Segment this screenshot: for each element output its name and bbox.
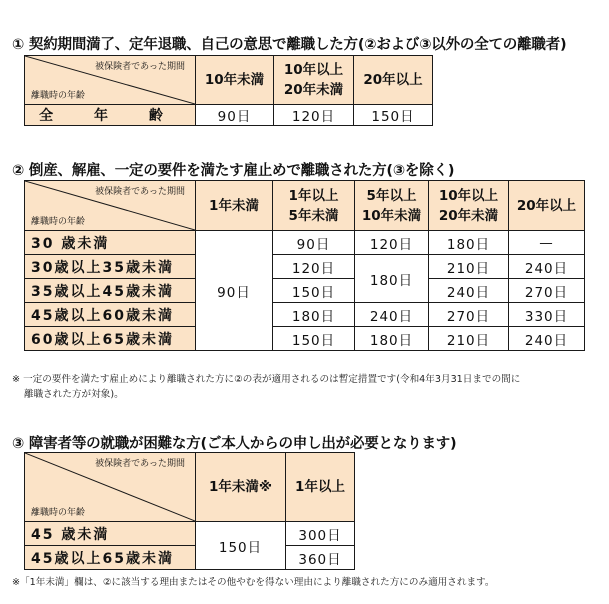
value-cell: 270日 <box>429 303 509 327</box>
section1-diagonal-header <box>25 56 196 105</box>
age-axis-label: 離職時の年齢 <box>31 508 86 518</box>
value-cell-merged: 180日 <box>355 255 429 303</box>
value-cell: 150日 <box>273 279 355 303</box>
value-cell: 90日 <box>196 105 274 126</box>
col-header-under-10y: 10年未満 <box>196 56 274 105</box>
value-cell: 180日 <box>429 231 509 255</box>
value-cell: 240日 <box>509 255 585 279</box>
value-cell: 90日 <box>273 231 355 255</box>
col-header-over-20y: 20年以上 <box>354 56 433 105</box>
col-header-under-1y: 1年未満※ <box>196 453 286 522</box>
row-label: 30 歳未満 <box>25 231 196 255</box>
value-cell: — <box>509 231 585 255</box>
value-cell: 120日 <box>355 231 429 255</box>
row-label: 35歳以上45歳未満 <box>25 279 196 303</box>
table-row <box>25 522 355 546</box>
section3-table <box>24 452 355 570</box>
col-header-10-20y: 10年以上 20年未満 <box>274 56 354 105</box>
value-cell: 150日 <box>354 105 433 126</box>
section3-diagonal-header <box>25 453 196 522</box>
row-label: 30歳以上35歳未満 <box>25 255 196 279</box>
section1-table <box>24 55 433 126</box>
value-cell: 360日 <box>286 546 355 570</box>
row-label: 45歳以上65歳未満 <box>25 546 196 570</box>
section2-note-line1: ※ 一定の要件を満たす雇止めにより離職された方に②の表が適用されるのは暫定措置です(令和4年3月31日までの間に <box>12 374 521 385</box>
col-header-5-10y: 5年以上 10年未満 <box>355 181 429 231</box>
value-cell: 180日 <box>273 303 355 327</box>
value-cell: 300日 <box>286 522 355 546</box>
row-label-all-ages: 全 年 齢 <box>25 105 196 126</box>
table-row <box>25 303 585 327</box>
age-axis-label: 離職時の年齢 <box>31 217 86 227</box>
row-label: 60歳以上65歳未満 <box>25 327 196 351</box>
value-cell: 120日 <box>273 255 355 279</box>
table-row <box>25 255 585 279</box>
col-header-over-1y: 1年以上 <box>286 453 355 522</box>
value-cell: 210日 <box>429 255 509 279</box>
table-row <box>25 231 585 255</box>
value-cell: 180日 <box>355 327 429 351</box>
col-header-over-20y: 20年以上 <box>509 181 585 231</box>
value-cell-merged: 150日 <box>196 522 286 570</box>
section2-diagonal-header <box>25 181 196 231</box>
age-axis-label: 離職時の年齢 <box>31 91 86 101</box>
table-row <box>25 546 355 570</box>
row-label: 45 歳未満 <box>25 522 196 546</box>
value-cell: 270日 <box>509 279 585 303</box>
section2-table <box>24 180 585 351</box>
value-cell-merged: 90日 <box>196 231 273 351</box>
section3-note: ※「1年未満」欄は、②に該当する理由またはその他やむを得ない理由により離職された方にのみ適用されます。 <box>12 577 495 588</box>
value-cell: 240日 <box>355 303 429 327</box>
period-axis-label: 被保険者であった期間 <box>95 62 185 72</box>
section3-heading: ③ 障害者等の就職が困難な方(ご本人からの申し出が必要となります) <box>12 436 457 452</box>
period-axis-label: 被保険者であった期間 <box>95 459 185 469</box>
value-cell: 330日 <box>509 303 585 327</box>
section2-heading: ② 倒産、解雇、一定の要件を満たす雇止めで離職された方(③を除く) <box>12 163 455 179</box>
section2-note-line2: 離職された方が対象)。 <box>24 389 124 400</box>
value-cell: 210日 <box>429 327 509 351</box>
col-header-1-5y: 1年以上 5年未満 <box>273 181 355 231</box>
row-label: 45歳以上60歳未満 <box>25 303 196 327</box>
table-row <box>25 279 585 303</box>
section1-heading: ① 契約期間満了、定年退職、自己の意思で離職した方(②および③以外の全ての離職者) <box>12 37 567 53</box>
period-axis-label: 被保険者であった期間 <box>95 187 185 197</box>
col-header-10-20y: 10年以上 20年未満 <box>429 181 509 231</box>
value-cell: 150日 <box>273 327 355 351</box>
value-cell: 240日 <box>429 279 509 303</box>
col-header-under-1y: 1年未満 <box>196 181 273 231</box>
table-row <box>25 327 585 351</box>
value-cell: 240日 <box>509 327 585 351</box>
value-cell: 120日 <box>274 105 354 126</box>
